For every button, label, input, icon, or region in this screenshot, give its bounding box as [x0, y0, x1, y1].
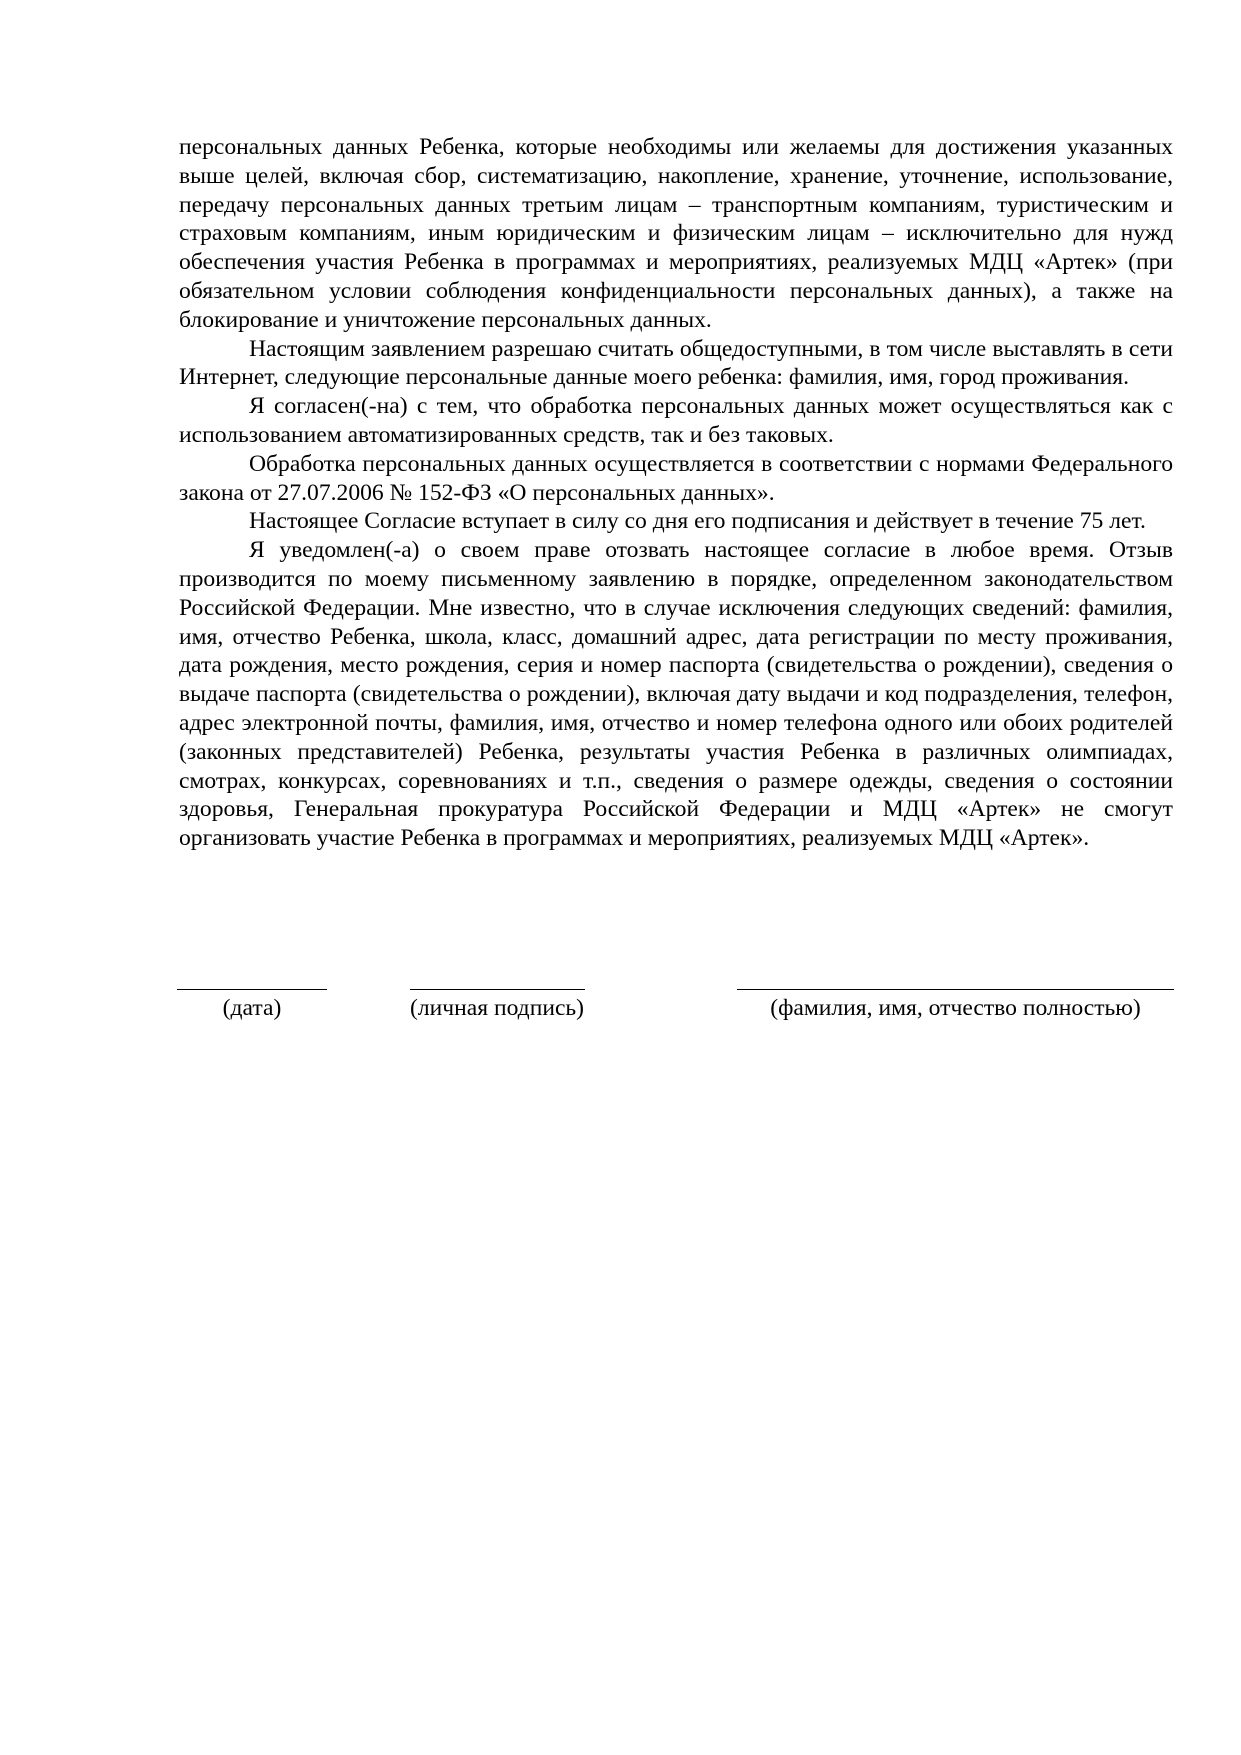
paragraph-validity-period: Настоящее Согласие вступает в силу со дня его подписания и действует в течение 75 лет. — [249, 508, 1146, 535]
date-signature-line — [177, 989, 327, 990]
date-caption: (дата) — [222, 995, 282, 1021]
consent-body — [179, 133, 1173, 853]
paragraph-data-processing-scope: персональных данных Ребенка, которые необходимы или желаемы для достижения указанных выше целей, включая сбор, систематизацию, накопление, хранение, уточнение, использование, передачу персональных данных третьим лицам – транспортным компаниям, туристическим и страховым компаниям, иным юридическим и физическим лицам – исключительно для нужд обеспечения участия Ребенка в программах и мероприятиях, реализуемых МДЦ «Артек» (при обязательном условии соблюдения конфиденциальности персональных данных), а также на блокирование и уничтожение персональных данных. — [179, 134, 1173, 333]
paragraph-processing-methods: Я согласен(-на) с тем, что обработка персональных данных может осуществляться как с использованием автоматизированных средств, так и без таковых. — [179, 393, 1173, 448]
paragraph-legal-basis: Обработка персональных данных осуществляется в соответствии с нормами Федерального закона от 27.07.2006 № 152-ФЗ «О персональных данных». — [179, 450, 1173, 506]
full-name-caption: (фамилия, имя, отчество полностью) — [770, 995, 1141, 1021]
full-name-signature-line — [737, 989, 1174, 990]
paragraph-public-data: Настоящим заявлением разрешаю считать общедоступными, в том числе выставлять в сети Интернет, следующие персональные данные моего ребенка: фамилия, имя, город проживания. — [179, 335, 1173, 391]
paragraph-revocation: Я уведомлен(-а) о своем праве отозвать настоящее согласие в любое время. Отзыв производится по моему письменному заявлению в порядке, определенном законодательством Российской Федерации. Мне известно, что в случае исключения следующих сведений: фамилия, имя, отчество Ребенка, школа, класс, домашний адрес, дата регистрации по месту проживания, дата рождения, место рождения, серия и номер паспорта (свидетельства о рождении), сведения о выдаче паспорта (свидетельства о рождении), включая дату выдачи и код подразделения, телефон, адрес электронной почты, фамилия, имя, отчество и номер телефона одного или обоих родителей (законных представителей) Ребенка, результаты участия Ребенка в различных олимпиадах, смотрах, конкурсах, соревнованиях и т.п., сведения о размере одежды, сведения о состоянии здоровья, Генеральная прокуратура Российской Федерации и МДЦ «Артек» не смогут организовать участие Ребенка в программах и мероприятиях, реализуемых МДЦ «Артек». — [179, 537, 1173, 852]
personal-signature-caption: (личная подпись) — [409, 995, 585, 1021]
personal-signature-line — [410, 989, 585, 990]
